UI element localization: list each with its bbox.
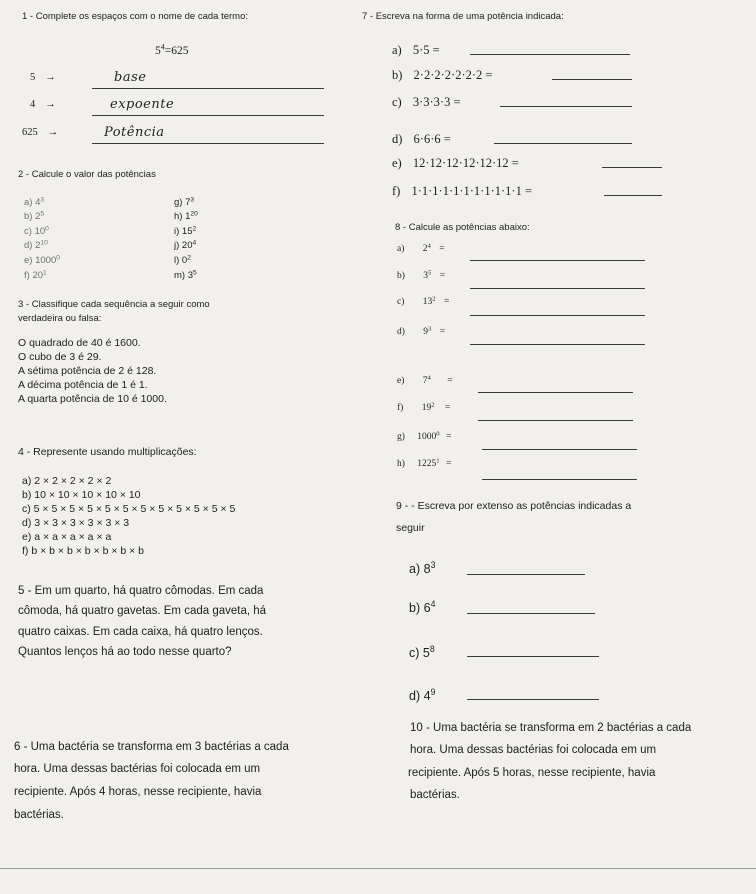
q8-item: d) $9^3$ = xyxy=(397,325,446,337)
q1-answer: base xyxy=(114,70,147,85)
answer-line xyxy=(470,54,630,55)
q7-item: e) 12·12·12·12·12·12 = xyxy=(392,156,519,170)
page-bottom-rule xyxy=(0,868,756,869)
q8-item: a) $2^4$ = xyxy=(397,242,445,254)
q4-item: d) 3 × 3 × 3 × 3 × 3 × 3 xyxy=(22,517,130,529)
q5-text: cômoda, há quatro gavetas. Em cada gaveta, há xyxy=(18,605,267,617)
q8-title: 8 - Calcule as potências abaixo: xyxy=(395,222,530,233)
q7-item: b) 2·2·2·2·2·2·2 = xyxy=(392,68,493,82)
q2-item: g) $7^3$ xyxy=(174,196,195,208)
q1-term: 5 → xyxy=(30,72,56,83)
answer-line xyxy=(482,479,637,480)
q2-item: a) $4^3$ xyxy=(24,196,45,208)
answer-line xyxy=(500,106,632,107)
q7-item: d) 6·6·6 = xyxy=(392,132,451,146)
q10-text: 10 - Uma bactéria se transforma em 2 bactérias a cada xyxy=(410,722,692,734)
q10-text: recipiente. Após 5 horas, nesse recipiente, havia xyxy=(408,767,656,779)
q5-text: Quantos lenços há ao todo nesse quarto? xyxy=(18,646,232,658)
q8-item: f) $19^2$ = xyxy=(397,401,451,413)
answer-line xyxy=(467,613,595,614)
q8-item: c) $13^2$ = xyxy=(397,295,450,307)
q2-item: i) $15^2$ xyxy=(174,225,197,237)
q8-item: e) $7^4$ = xyxy=(397,374,453,386)
answer-line xyxy=(552,79,632,80)
answer-line xyxy=(92,88,324,89)
q3-statement: O cubo de 3 é 29. xyxy=(18,351,102,363)
q1-answer: expoente xyxy=(110,97,175,112)
q3-statement: A quarta potência de 10 é 1000. xyxy=(18,393,167,405)
q4-item: a) 2 × 2 × 2 × 2 × 2 xyxy=(22,475,112,487)
q1-answer: Potência xyxy=(104,125,165,140)
q6-text: recipiente. Após 4 horas, nesse recipiente, havia xyxy=(14,786,262,798)
q2-item: d) $2^{10}$ xyxy=(24,239,48,251)
answer-line xyxy=(604,195,662,196)
answer-line xyxy=(467,656,599,657)
answer-line xyxy=(470,315,645,316)
q5-text: quatro caixas. Em cada caixa, há quatro lenços. xyxy=(18,626,263,638)
q4-item: b) 10 × 10 × 10 × 10 × 10 xyxy=(22,489,141,501)
answer-line xyxy=(470,344,645,345)
q8-item: b) $3^5$ = xyxy=(397,269,446,281)
q1-term: 625 → xyxy=(22,127,59,138)
q10-text: hora. Uma dessas bactérias foi colocada em um xyxy=(410,744,657,756)
q2-item: c) $10^0$ xyxy=(24,225,49,237)
q2-title: 2 - Calcule o valor das potências xyxy=(18,169,156,180)
answer-line xyxy=(467,699,599,700)
answer-line xyxy=(482,449,637,450)
answer-line xyxy=(478,420,633,421)
q5-text: 5 - Em um quarto, há quatro cômodas. Em cada xyxy=(18,585,264,597)
q2-item: e) 1000$^0$ xyxy=(24,254,60,266)
answer-line xyxy=(494,143,632,144)
q4-item: f) b × b × b × b × b × b × b xyxy=(22,545,145,557)
q6-text: 6 - Uma bactéria se transforma em 3 bactérias a cada xyxy=(14,741,289,753)
q2-item: f) $20^1$ xyxy=(24,269,47,281)
q2-item: h) $1^{20}$ xyxy=(174,210,198,222)
q9-title-cont: seguir xyxy=(396,522,425,534)
q7-item: a) 5·5 = xyxy=(392,43,440,57)
q3-title: 3 - Classifique cada sequência a seguir como xyxy=(18,299,210,310)
q3-statement: O quadrado de 40 é 1600. xyxy=(18,337,141,349)
q9-title: 9 - - Escreva por extenso as potências indicadas a xyxy=(396,500,632,512)
q2-item: j) $20^4$ xyxy=(174,239,197,251)
q4-item: e) a × a × a × a × a xyxy=(22,531,112,543)
answer-line xyxy=(470,260,645,261)
answer-line xyxy=(92,143,324,144)
q4-title: 4 - Represente usando multiplicações: xyxy=(18,446,197,458)
q8-item: h) 1225$^1$ = xyxy=(397,457,452,469)
q4-item: c) 5 × 5 × 5 × 5 × 5 × 5 × 5 × 5 × 5 × 5 × 5 × 5 xyxy=(22,503,236,515)
q7-item: c) 3·3·3·3 = xyxy=(392,95,461,109)
q2-item: l) $0^2$ xyxy=(174,254,191,266)
q1-title: 1 - Complete os espaços com o nome de cada termo: xyxy=(22,11,249,22)
q8-item: g) 1000$^0$ = xyxy=(397,430,452,442)
q1-equation: $5^4=625$ xyxy=(155,42,189,57)
answer-line xyxy=(470,288,645,289)
q3-statement: A sétima potência de 2 é 128. xyxy=(18,365,157,377)
answer-line xyxy=(92,115,324,116)
q7-item: f) 1·1·1·1·1·1·1·1·1·1·1 = xyxy=(392,184,533,198)
q2-item: b) $2^5$ xyxy=(24,210,45,222)
q1-term: 4 → xyxy=(30,99,56,110)
q6-text: hora. Uma dessas bactérias foi colocada em um xyxy=(14,763,261,775)
q3-statement: A décima potência de 1 é 1. xyxy=(18,379,148,391)
q7-title: 7 - Escreva na forma de uma potência indicada: xyxy=(362,11,564,22)
q9-item: b) $6^4$ xyxy=(409,599,436,615)
q9-item: d) $4^9$ xyxy=(409,687,436,703)
q10-text: bactérias. xyxy=(410,789,460,801)
answer-line xyxy=(478,392,633,393)
answer-line xyxy=(467,574,585,575)
q2-item: m) $3^5$ xyxy=(174,269,197,281)
q9-item: c) $5^8$ xyxy=(409,644,435,660)
answer-line xyxy=(602,167,662,168)
q3-title-cont: verdadeira ou falsa: xyxy=(18,313,102,324)
q9-item: a) $8^3$ xyxy=(409,560,436,576)
q6-text: bactérias. xyxy=(14,809,64,821)
